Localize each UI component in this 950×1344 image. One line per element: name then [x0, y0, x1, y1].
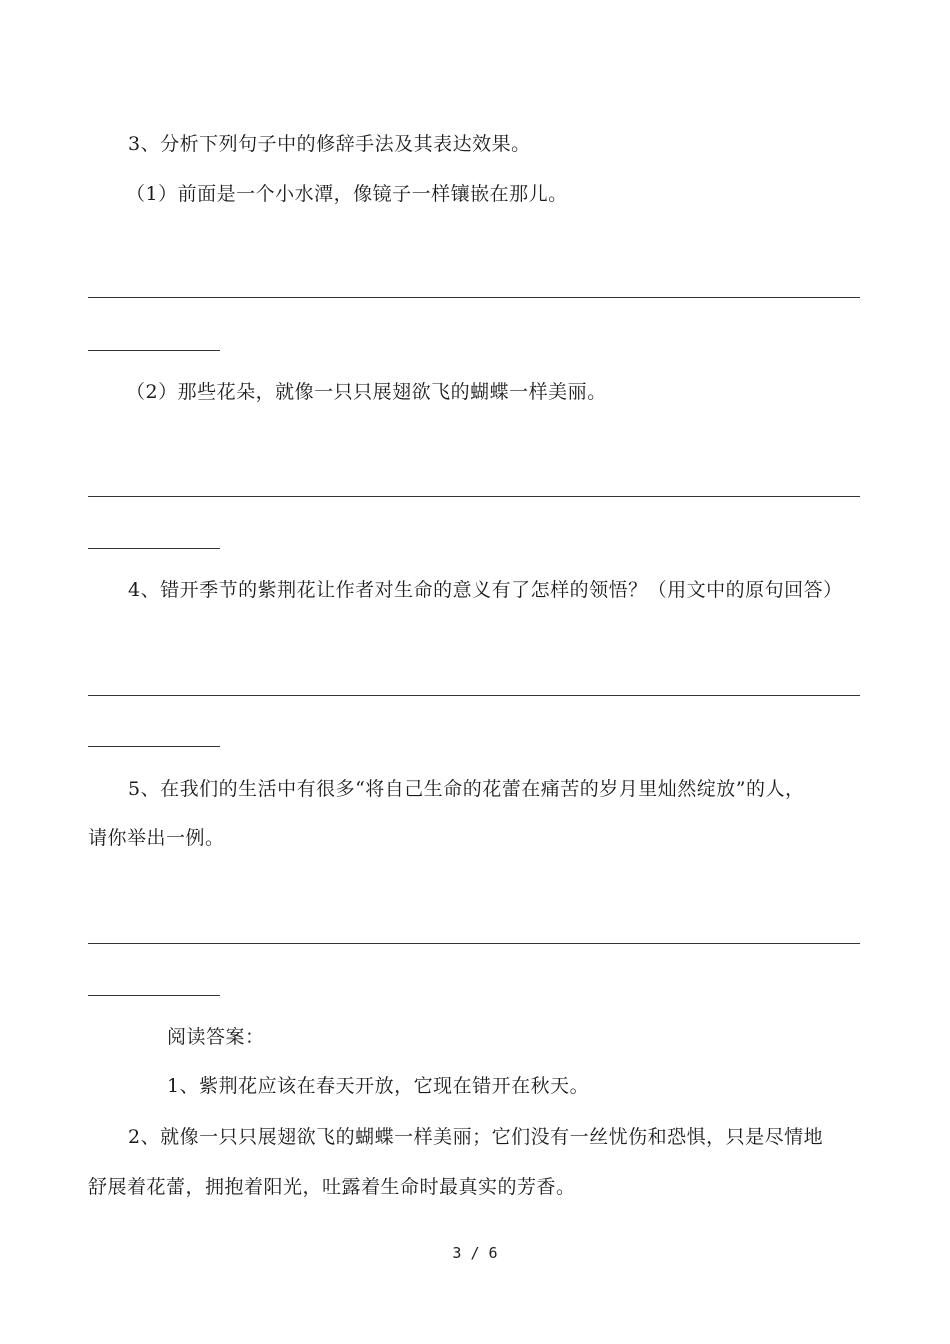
answer-line-long	[88, 297, 860, 298]
answer-2-line-2: 舒展着花蕾，拥抱着阳光，吐露着生命时最真实的芳香。	[88, 1176, 576, 1198]
answer-line-long	[88, 695, 860, 696]
question-3-title: 3、分析下列句子中的修辞手法及其表达效果。	[128, 133, 531, 155]
answer-line-long	[88, 943, 860, 944]
page-number: 3 / 6	[452, 1244, 498, 1262]
question-3-item-2: （2）那些花朵，就像一只只展翅欲飞的蝴蝶一样美丽。	[126, 381, 607, 403]
question-3-item-1: （1）前面是一个小水潭，像镜子一样镶嵌在那儿。	[126, 183, 568, 205]
answer-1: 1、紫荆花应该在春天开放，它现在错开在秋天。	[167, 1075, 590, 1097]
answers-heading: 阅读答案：	[167, 1026, 265, 1048]
answer-line-long	[88, 496, 860, 497]
question-5-title-line-2: 请你举出一例。	[88, 827, 225, 849]
answer-line-short	[88, 746, 220, 747]
answer-2-line-1: 2、就像一只只展翅欲飞的蝴蝶一样美丽；它们没有一丝忧伤和恐惧，只是尽情地	[128, 1126, 824, 1148]
answer-line-short	[88, 548, 220, 549]
answer-line-short	[88, 995, 220, 996]
question-4-title: 4、错开季节的紫荆花让作者对生命的意义有了怎样的领悟？（用文中的原句回答）	[128, 579, 843, 601]
answer-line-short	[88, 350, 220, 351]
question-5-title-line-1: 5、在我们的生活中有很多“将自己生命的花蕾在痛苦的岁月里灿然绽放”的人，	[128, 778, 805, 800]
